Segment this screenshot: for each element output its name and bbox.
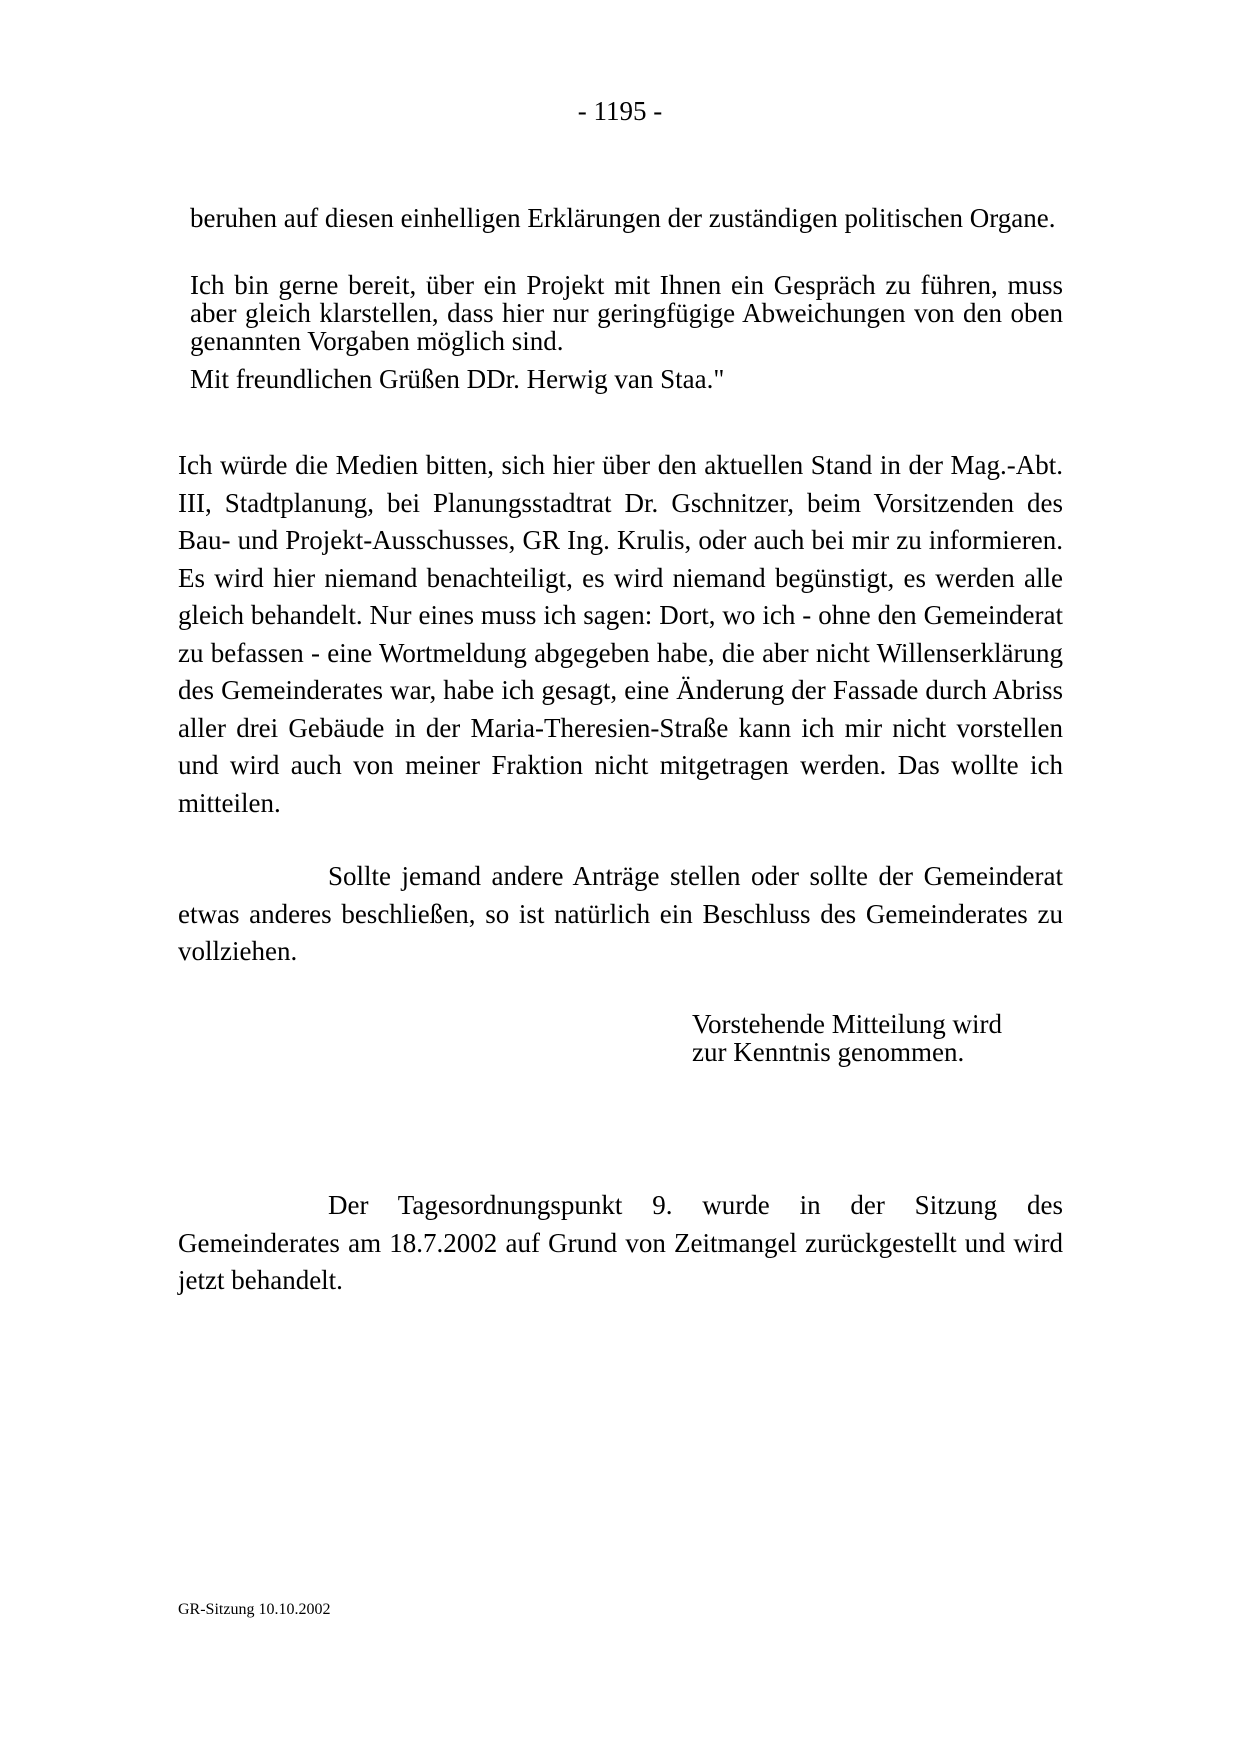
quote-signature: Mit freundlichen Grüßen DDr. Herwig van Staa.": [190, 364, 725, 394]
page-footer: GR-Sitzung 10.10.2002: [178, 1601, 331, 1618]
body-paragraph-2: Sollte jemand andere Anträge stellen oder sollte der Gemeinderat etwas anderes beschließen, so ist natürlich ein Beschluss des Gemeinderates zu vollziehen.: [178, 861, 1063, 966]
resolution-line-1: Vorstehende Mitteilung wird: [692, 1009, 1002, 1039]
quote-paragraph-1: [190, 205, 1063, 232]
body-paragraph-3: Der Tagesordnungspunkt 9. wurde in der Sitzung des Gemeinderates am 18.7.2002 auf Grund von Zeitmangel zurückgestellt und wird jetzt behandelt.: [178, 1190, 1063, 1295]
page-number: - 1195 -: [577, 96, 663, 126]
quote-closing: [190, 363, 1063, 395]
resolution-line-2: zur Kenntnis genommen.: [692, 1037, 965, 1067]
quote-text-2: Ich bin gerne bereit, über ein Projekt mit Ihnen ein Gespräch zu führen, muss aber gleich klarstellen, dass hier nur geringfügige Abweichungen von den oben genannten Vorgaben möglich sind.: [190, 270, 1063, 356]
quote-text-1: beruhen auf diesen einhelligen Erklärungen der zuständigen politischen Organe.: [190, 203, 1056, 233]
body-paragraph-1: Ich würde die Medien bitten, sich hier über den aktuellen Stand in der Mag.-Abt. III, Stadtplanung, bei Planungsstadtrat Dr. Gschnitzer, beim Vorsitzenden des Bau- und Projekt-Ausschusses, GR Ing. Krulis, oder auch bei mir zu informieren. Es wird hier niemand benachteiligt, es wird niemand begünstigt, es werden alle gleich behandelt. Nur eines muss ich sagen: Dort, wo ich - ohne den Gemeinderat zu befassen - eine Wortmeldung abgegeben habe, die aber nicht Willenserklärung des Gemeinderates war, habe ich gesagt, eine Änderung der Fassade durch Abriss aller drei Gebäude in der Maria-Theresien-Straße kann ich mir nicht vorstellen und wird auch von meiner Fraktion nicht mitgetragen werden. Das wollte ich mitteilen.: [178, 450, 1063, 818]
resolution-note: [692, 1010, 1052, 1066]
quote-paragraph-2: [190, 271, 1063, 355]
